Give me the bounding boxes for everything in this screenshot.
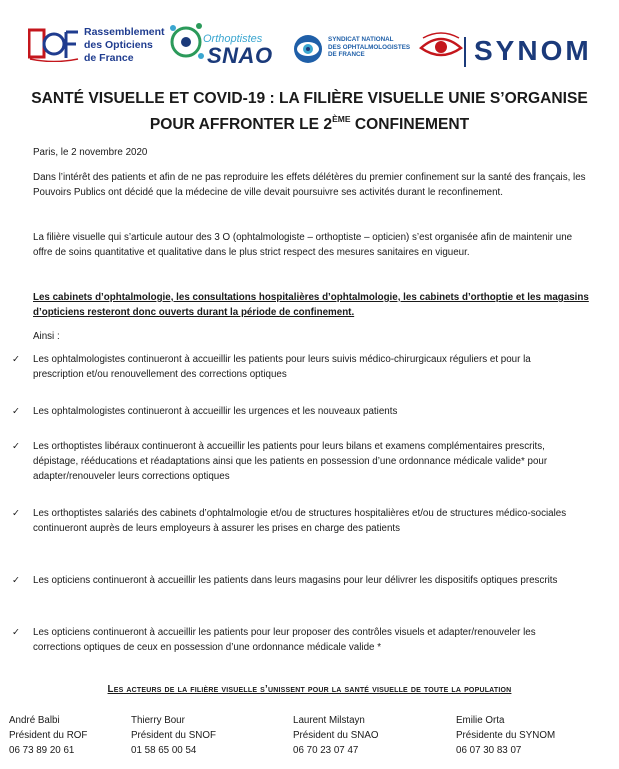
checkmark-icon: ✓ bbox=[12, 627, 20, 638]
synom-divider bbox=[464, 37, 466, 67]
paragraph-intro: Dans l’intérêt des patients et afin de ne pas reproduire les effets délétères du premier confinement sur la santé des français, les Pouvoirs Publics ont décidé que la médecine de ville devait poursuivre ses activités durant le reconfinement. bbox=[33, 172, 586, 198]
signatory-snof: Thierry Bour Président du SNOF 01 58 65 00 54 bbox=[131, 715, 216, 757]
checkmark-icon: ✓ bbox=[12, 354, 20, 365]
synom-name: SYNOM bbox=[474, 35, 592, 66]
snof-eye-icon bbox=[292, 33, 324, 70]
rof-logo-text: Rassemblement des Opticiens de France bbox=[84, 26, 165, 64]
document-title: SANTÉ VISUELLE ET COVID-19 : LA FILIÈRE VISUELLE UNIE S’ORGANISE POUR AFFRONTER LE 2ÈME CONFINEMENT bbox=[31, 90, 588, 133]
ainsi-label: Ainsi : bbox=[33, 331, 60, 342]
rof-logo-icon bbox=[28, 28, 80, 67]
snao-subtitle: Orthoptistes bbox=[203, 33, 263, 45]
logo-bar bbox=[0, 0, 619, 82]
checkmark-icon: ✓ bbox=[12, 575, 20, 586]
signatory-snao: Laurent Milstayn Président du SNAO 06 70 23 07 47 bbox=[293, 715, 379, 757]
signatory-synom: Emilie Orta Présidente du SYNOM 06 07 30 83 07 bbox=[456, 715, 556, 757]
synom-eye-icon bbox=[419, 32, 463, 67]
paragraph-filiere: La filière visuelle qui s’articule autour des 3 O (ophtalmologiste – orthoptiste – opticien) s’est organisée afin de maintenir une offre de soins quantitative et qualitative dans le plus strict respect des mesures sanitaires en vigueur. bbox=[33, 232, 573, 258]
signatory-rof: André Balbi Président du ROF 06 73 89 20 61 bbox=[9, 715, 88, 757]
snao-logo-icon bbox=[165, 18, 207, 71]
checkmark-icon: ✓ bbox=[12, 441, 20, 452]
date-line: Paris, le 2 novembre 2020 bbox=[33, 147, 148, 158]
snao-name: SNAO bbox=[207, 43, 273, 68]
checkmark-icon: ✓ bbox=[12, 406, 20, 417]
checkmark-icon: ✓ bbox=[12, 508, 20, 519]
footer-heading: Les acteurs de la filière visuelle s’unissent pour la santé visuelle de toute la population bbox=[107, 684, 512, 695]
paragraph-open-notice: Les cabinets d’ophtalmologie, les consultations hospitalières d’ophtalmologie, les cabinets d’orthoptie et les magasins d’opticiens resteront donc ouverts durant la période de confinement. bbox=[33, 292, 589, 318]
snof-logo-text: SYNDICAT NATIONAL DES OPHTALMOLOGISTES DE FRANCE bbox=[328, 36, 411, 59]
